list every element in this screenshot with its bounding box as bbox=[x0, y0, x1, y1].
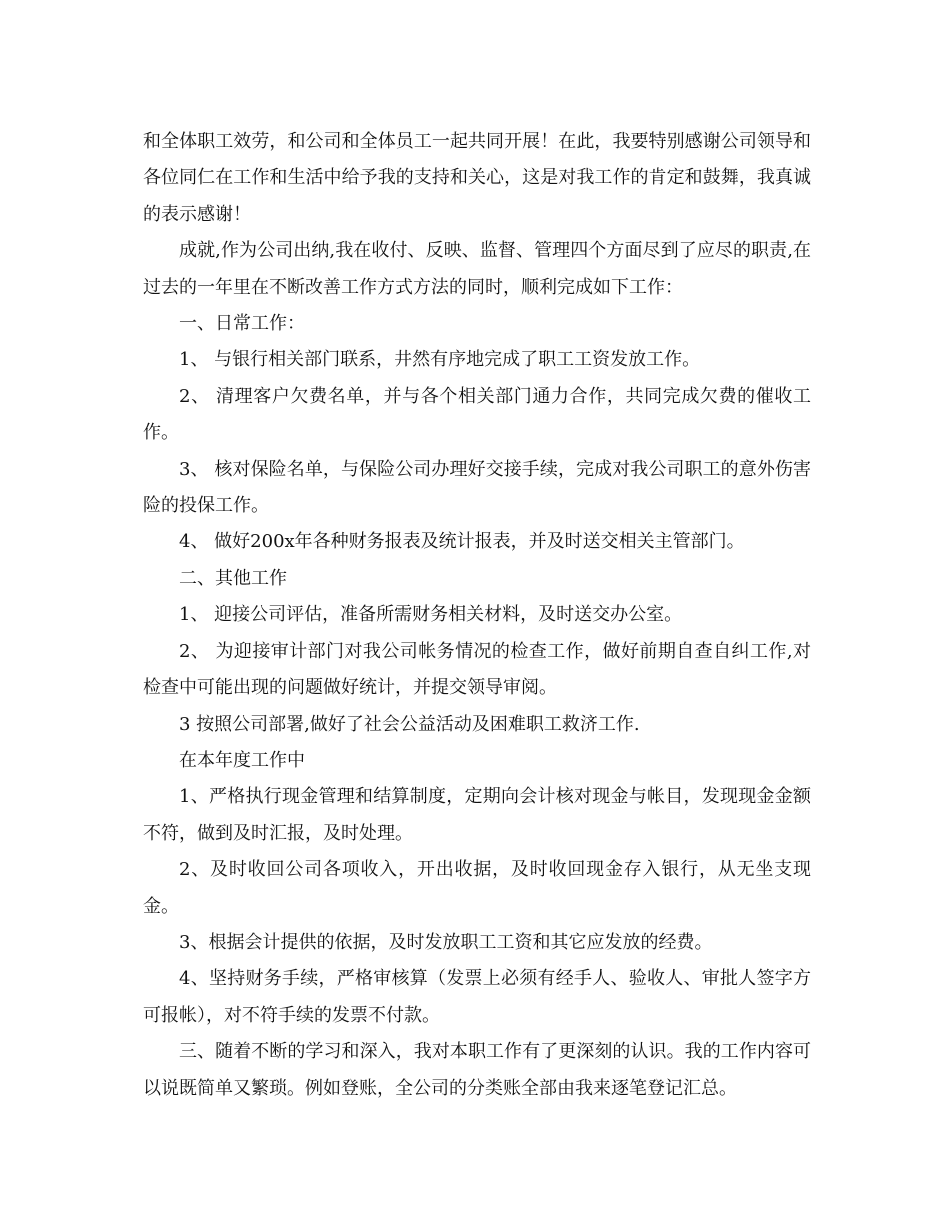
list-item: 1、严格执行现金管理和结算制度，定期向会计核对现金与帐目，发现现金金额不符，做到及时汇报，及时处理。 bbox=[143, 786, 811, 844]
list-item: 4、坚持财务手续，严格审核算（发票上必须有经手人、验收人、审批人签字方可报帐），对不符手续的发票不付款。 bbox=[143, 968, 811, 1026]
list-item: 2、及时收回公司各项收入，开出收据，及时收回现金存入银行，从无坐支现金。 bbox=[143, 859, 811, 917]
list-item: 1、 迎接公司评估，准备所需财务相关材料，及时送交办公室。 bbox=[179, 604, 683, 626]
paragraph-achievements-intro: 成就,作为公司出纳,我在收付、反映、监督、管理四个方面尽到了应尽的职责,在过去的一年里在不断改善工作方式方法的同时，顺利完成如下工作： bbox=[143, 240, 811, 298]
section-heading-other-work: 二、其他工作 bbox=[179, 567, 287, 589]
paragraph-continuation: 和全体职工效劳，和公司和全体员工一起共同开展！在此，我要特别感谢公司领导和各位同仁在工作和生活中给予我的支持和关心，这是对我工作的肯定和鼓舞，我真诚的表示感谢！ bbox=[143, 131, 811, 225]
list-item: 1、 与银行相关部门联系，井然有序地完成了职工工资发放工作。 bbox=[179, 349, 701, 371]
list-item: 3、根据会计提供的依据，及时发放职工工资和其它应发放的经费。 bbox=[179, 931, 713, 953]
list-item: 3、 核对保险名单，与保险公司办理好交接手续，完成对我公司职工的意外伤害险的投保工作。 bbox=[143, 458, 811, 517]
list-item: 2、 清理客户欠费名单，并与各个相关部门通力合作，共同完成欠费的催收工作。 bbox=[143, 385, 811, 444]
section-heading-daily-work: 一、日常工作： bbox=[179, 313, 305, 335]
section-heading-this-year: 在本年度工作中 bbox=[179, 749, 305, 771]
list-item: 3 按照公司部署,做好了社会公益活动及困难职工救济工作. bbox=[179, 713, 640, 735]
list-item: 2、 为迎接审计部门对我公司帐务情况的检查工作，做好前期自查自纠工作,对检查中可能出现的问题做好统计，并提交领导审阅。 bbox=[143, 640, 811, 699]
list-item: 4、 做好200x年各种财务报表及统计报表，并及时送交相关主管部门。 bbox=[179, 531, 745, 553]
document-body bbox=[143, 124, 811, 1107]
paragraph-section-three: 三、随着不断的学习和深入，我对本职工作有了更深刻的认识。我的工作内容可以说既简单又繁琐。例如登账，全公司的分类账全部由我来逐笔登记汇总。 bbox=[143, 1041, 811, 1099]
